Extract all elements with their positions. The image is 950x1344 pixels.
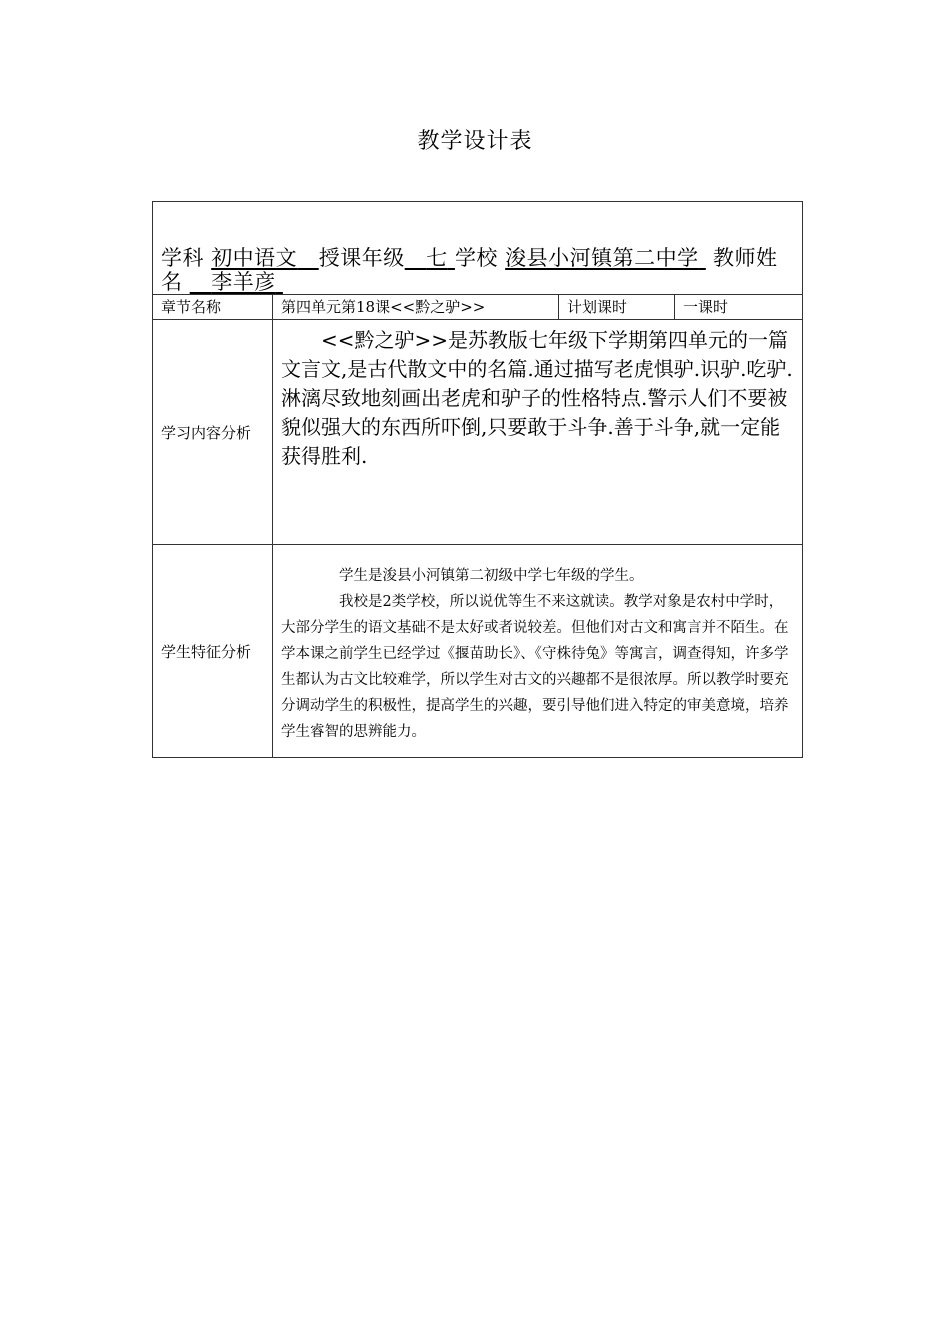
student-analysis-paragraph: 我校是2类学校，所以说优等生不来这就读。教学对象是农村中学时，大部分学生的语文基础不是太好或者说较差。但他们对古文和寓言并不陌生。在学本课之前学生已经学过《揠苗助长》、《守株待兔》等寓言，调查得知，许多学生都认为古文比较难学，所以学生对古文的兴趣都不是很浓厚。所以教学时要充分调动学生的积极性，提高学生的兴趣，要引导他们进入特定的审美意境，培养学生睿智的思辨能力。 [281, 594, 789, 740]
school-label: 学校 [454, 246, 498, 270]
chapter-label: 章节名称 [153, 295, 273, 320]
subject-label: 学科 [161, 246, 204, 270]
student-analysis-paragraph: 学生是浚县小河镇第二初级中学七年级的学生。 [339, 568, 644, 584]
content-analysis-label: 学习内容分析 [153, 320, 273, 545]
student-analysis-text [273, 545, 803, 758]
teaching-design-table [152, 201, 803, 758]
teacher-label: 教师姓名 [161, 246, 778, 294]
document-title: 教学设计表 [417, 129, 533, 154]
planned-hours-label: 计划课时 [559, 295, 675, 320]
subject-value: 初中语文 [211, 246, 298, 270]
teacher-value: 李羊彦 [211, 270, 276, 294]
grade-label: 授课年级 [318, 246, 405, 270]
planned-hours-value: 一课时 [675, 295, 803, 320]
header-info [161, 246, 796, 294]
student-analysis-label: 学生特征分析 [153, 545, 273, 758]
content-analysis-text: <<黔之驴>>是苏教版七年级下学期第四单元的一篇文言文,是古代散文中的名篇.通过描写老虎惧驴.识驴.吃驴.淋漓尽致地刻画出老虎和驴子的性格特点.警示人们不要被貌似强大的东西所吓倒,只要敢于斗争.善于斗争,就一定能获得胜利. [273, 320, 803, 545]
chapter-value: 第四单元第18课<<黔之驴>> [273, 295, 559, 320]
grade-value: 七 [426, 246, 448, 270]
school-value: 浚县小河镇第二中学 [505, 246, 699, 270]
header-info-cell [153, 202, 803, 295]
